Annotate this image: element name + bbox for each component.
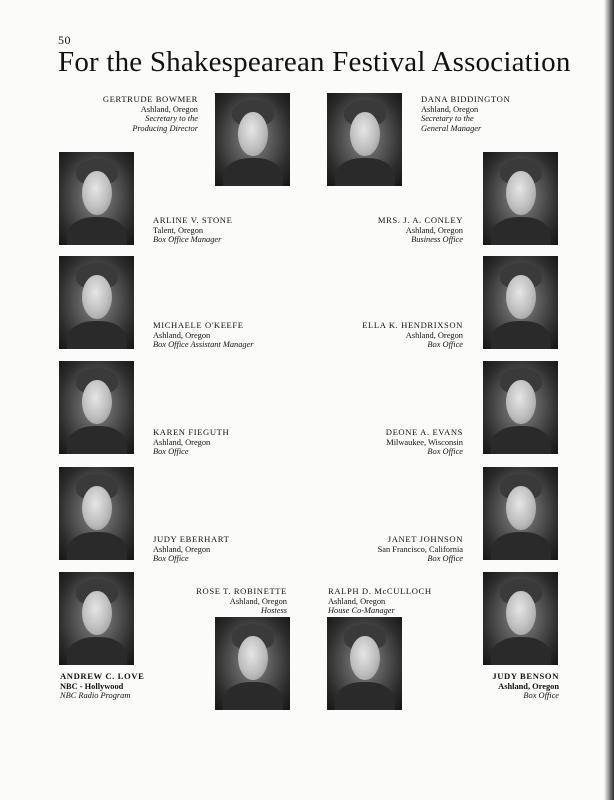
person-location: Ashland, Oregon: [140, 104, 198, 114]
person-name: JANET JOHNSON: [387, 534, 463, 544]
person-name: DANA BIDDINGTON: [421, 94, 511, 104]
person-role: General Manager: [421, 123, 482, 133]
person-role: Box Office: [427, 554, 463, 564]
caption-janet-johnson: [378, 535, 463, 564]
portrait-photo-janet-johnson: [483, 467, 558, 560]
person-role: Business Office: [411, 235, 463, 245]
person-location: Ashland, Oregon: [405, 225, 463, 235]
caption-ralph-mcculloch: [328, 587, 432, 616]
person-location: NBC - Hollywood: [60, 681, 124, 691]
person-name: ROSE T. ROBINETTE: [196, 586, 287, 596]
portrait-photo-karen-fieguth: [59, 361, 134, 454]
portrait-photo-andrew-love: [59, 572, 134, 665]
person-location: Ashland, Oregon: [421, 104, 479, 114]
person-role: House Co-Manager: [328, 606, 395, 616]
portrait-photo-rose-robinette: [215, 617, 290, 710]
person-role: Box Office: [427, 447, 463, 457]
caption-michaele-okeefe: [153, 321, 254, 350]
caption-mrs-conley: [378, 216, 463, 245]
person-name: ELLA K. HENDRIXSON: [362, 320, 463, 330]
person-role: Box Office Manager: [153, 235, 222, 245]
person-role: NBC Radio Program: [60, 691, 131, 701]
person-name: RALPH D. McCULLOCH: [328, 586, 432, 596]
person-role: Box Office: [523, 691, 559, 701]
caption-arline-stone: [153, 216, 232, 245]
person-role: Box Office: [153, 554, 189, 564]
portrait-photo-gertrude-bowmer: [215, 93, 290, 186]
person-name: ARLINE V. STONE: [153, 215, 233, 225]
caption-judy-eberhart: [153, 535, 229, 564]
person-location: Ashland, Oregon: [405, 330, 463, 340]
person-name: GERTRUDE BOWMER: [102, 94, 198, 104]
person-location: Ashland, Oregon: [498, 681, 559, 691]
person-name: JUDY EBERHART: [153, 534, 230, 544]
person-location: Milwaukee, Wisconsin: [386, 437, 463, 447]
person-location: Ashland, Oregon: [153, 437, 211, 447]
portrait-photo-arline-stone: [59, 152, 134, 245]
caption-rose-robinette: [196, 587, 287, 616]
person-role: Secretary to the: [421, 114, 474, 124]
caption-judy-benson: [492, 672, 559, 701]
page-number: 50: [58, 33, 71, 47]
caption-ella-hendrixson: [362, 321, 463, 350]
person-name: ANDREW C. LOVE: [60, 671, 145, 681]
caption-karen-fieguth: [153, 428, 229, 457]
person-role: Box Office: [427, 340, 463, 350]
portrait-photo-judy-benson: [483, 572, 558, 665]
portrait-photo-michaele-okeefe: [59, 256, 134, 349]
person-name: KAREN FIEGUTH: [153, 427, 230, 437]
caption-andrew-love: [60, 672, 144, 701]
person-role: Producing Director: [132, 123, 198, 133]
person-location: Ashland, Oregon: [328, 596, 386, 606]
person-name: DEONE A. EVANS: [385, 427, 463, 437]
portrait-photo-mrs-conley: [483, 152, 558, 245]
portrait-photo-dana-biddington: [327, 93, 402, 186]
portrait-photo-ralph-mcculloch: [327, 617, 402, 710]
person-location: Ashland, Oregon: [153, 330, 211, 340]
person-location: San Francisco, California: [377, 544, 463, 554]
person-name: JUDY BENSON: [492, 671, 559, 681]
person-role: Secretary to the: [145, 114, 198, 124]
person-location: Talent, Oregon: [153, 225, 204, 235]
person-name: MRS. J. A. CONLEY: [377, 215, 463, 225]
person-location: Ashland, Oregon: [229, 596, 287, 606]
person-location: Ashland, Oregon: [153, 544, 211, 554]
person-role: Hostess: [260, 606, 287, 616]
portrait-photo-judy-eberhart: [59, 467, 134, 560]
portrait-photo-ella-hendrixson: [483, 256, 558, 349]
scan-shadow-edge: [604, 0, 614, 800]
person-role: Box Office: [153, 447, 189, 457]
person-name: MICHAELE O'KEEFE: [153, 320, 244, 330]
portrait-photo-deone-evans: [483, 361, 558, 454]
caption-gertrude-bowmer: [103, 95, 198, 133]
person-role: Box Office Assistant Manager: [153, 340, 254, 350]
caption-dana-biddington: [421, 95, 510, 133]
caption-deone-evans: [386, 428, 463, 457]
page-title: For the Shakespearean Festival Association: [58, 46, 571, 78]
